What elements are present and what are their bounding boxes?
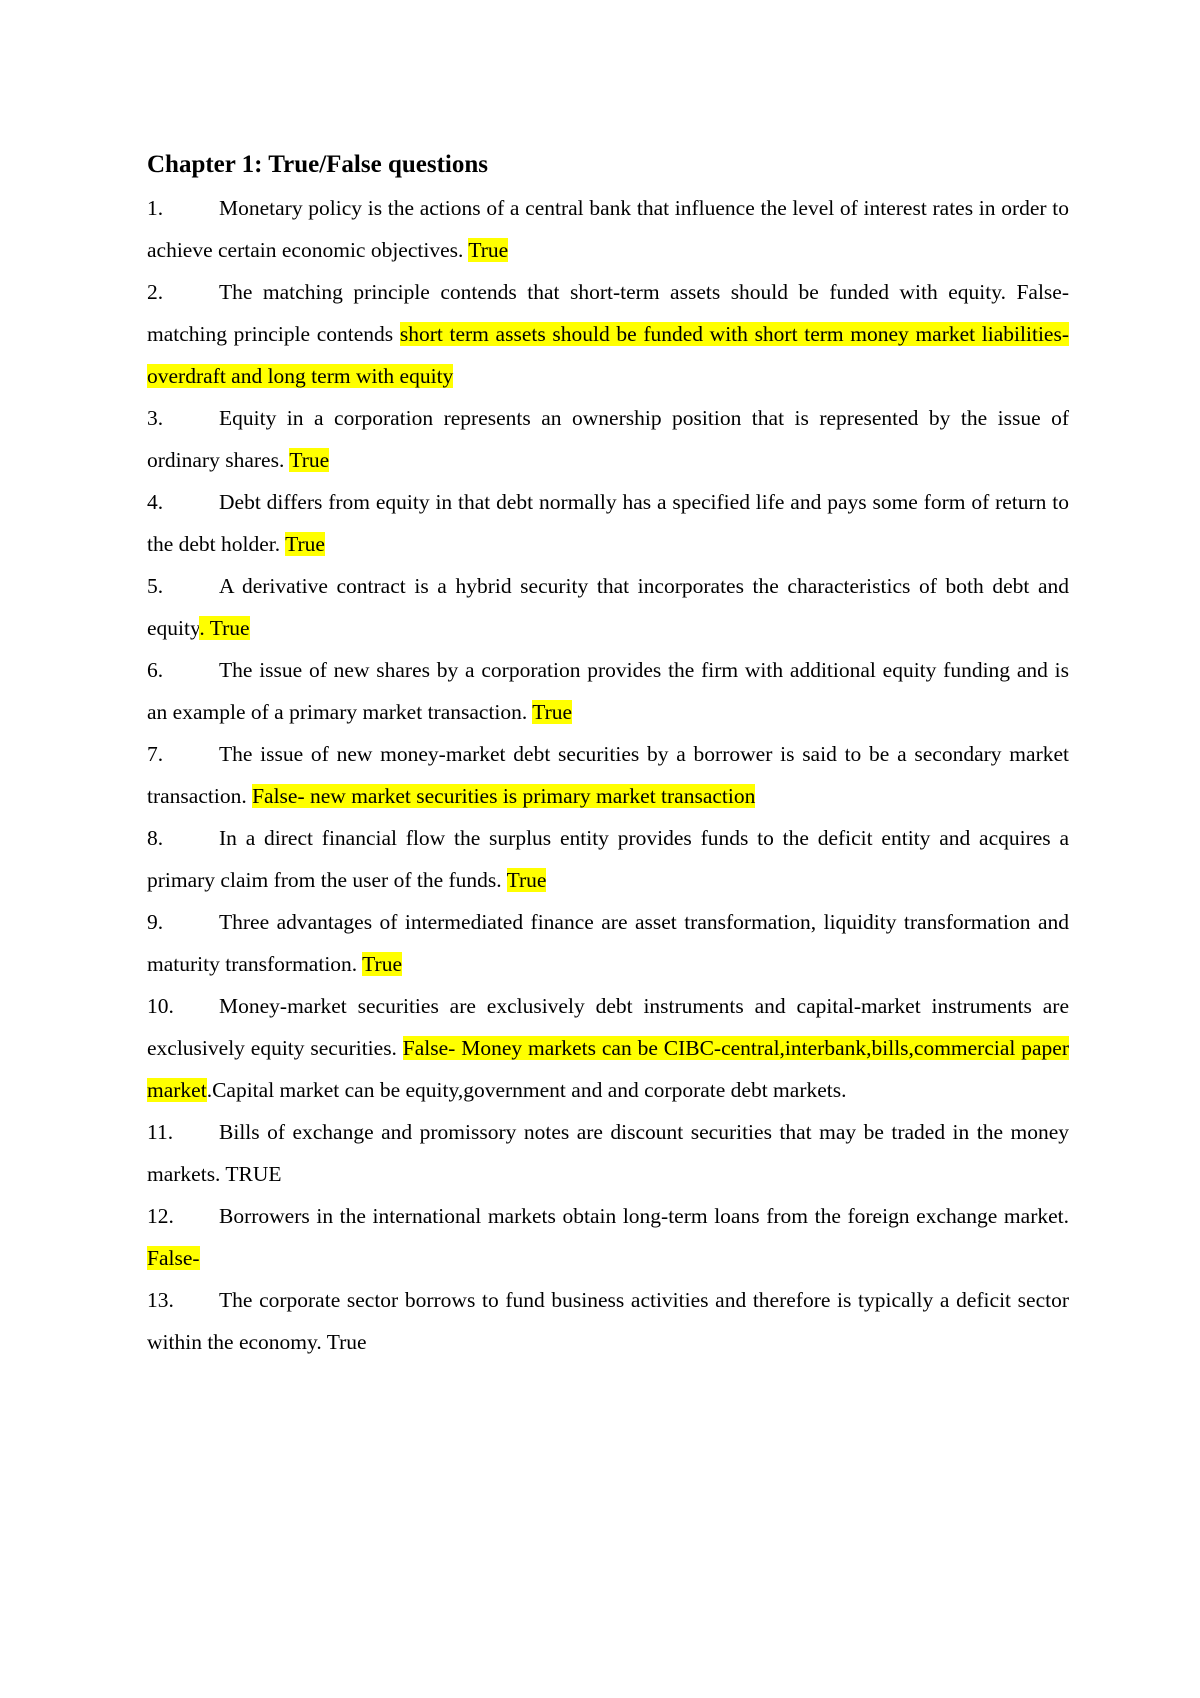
question-5 bbox=[147, 565, 1069, 649]
question-trailing-text: .Capital market can be equity,government and and corporate debt markets. bbox=[206, 1078, 847, 1102]
highlighted-answer: True bbox=[285, 532, 325, 556]
question-text: Three advantages of intermediated finance are asset transformation, liquidity transformation and maturity transformation. bbox=[147, 910, 1069, 976]
question-number: 5. bbox=[147, 574, 164, 598]
question-13 bbox=[147, 1279, 1069, 1363]
highlighted-answer: . True bbox=[199, 616, 250, 640]
question-2 bbox=[147, 271, 1069, 397]
question-9 bbox=[147, 901, 1069, 985]
highlighted-answer: False- bbox=[147, 1246, 200, 1270]
question-text: Bills of exchange and promissory notes are discount securities that may be traded in the money markets. TRUE bbox=[147, 1120, 1069, 1186]
highlighted-answer: short term assets should be funded with short term money market liabilities-overdraft and long term with equity bbox=[147, 322, 1069, 388]
highlighted-answer: True bbox=[362, 952, 403, 976]
question-number: 11. bbox=[147, 1120, 174, 1144]
highlighted-answer: True bbox=[289, 448, 330, 472]
question-number: 9. bbox=[147, 910, 164, 934]
question-text: A derivative contract is a hybrid security that incorporates the characteristics of both debt and equity bbox=[147, 574, 1069, 640]
question-12 bbox=[147, 1195, 1069, 1279]
question-text: The issue of new money-market debt securities by a borrower is said to be a secondary market transaction. bbox=[147, 742, 1069, 808]
highlighted-answer: True bbox=[532, 700, 573, 724]
question-text: Money-market securities are exclusively debt instruments and capital-market instruments are exclusively equity securities. bbox=[147, 994, 1069, 1060]
question-text: The issue of new shares by a corporation provides the firm with additional equity funding and is an example of a primary market transaction. bbox=[147, 658, 1069, 724]
question-10 bbox=[147, 985, 1069, 1111]
chapter-title: Chapter 1: True/False questions bbox=[147, 151, 488, 178]
question-8 bbox=[147, 817, 1069, 901]
question-text: Borrowers in the international markets obtain long-term loans from the foreign exchange market. bbox=[219, 1204, 1069, 1228]
highlighted-answer: False- new market securities is primary market transaction bbox=[252, 784, 756, 808]
question-1 bbox=[147, 187, 1069, 271]
question-11 bbox=[147, 1111, 1069, 1195]
question-number: 7. bbox=[147, 742, 164, 766]
question-text: Debt differs from equity in that debt normally has a specified life and pays some form of return to the debt holder. bbox=[147, 490, 1069, 556]
question-number: 3. bbox=[147, 406, 164, 430]
highlighted-answer: True bbox=[506, 868, 547, 892]
question-number: 12. bbox=[147, 1204, 174, 1228]
question-number: 4. bbox=[147, 490, 164, 514]
question-3 bbox=[147, 397, 1069, 481]
question-4 bbox=[147, 481, 1069, 565]
question-text: The matching principle contends that short-term assets should be funded with equity. False- matching principle contends bbox=[147, 280, 1069, 346]
question-text: Monetary policy is the actions of a central bank that influence the level of interest rates in order to achieve certain economic objectives. bbox=[147, 196, 1069, 262]
question-text: The corporate sector borrows to fund business activities and therefore is typically a deficit sector within the economy. True bbox=[147, 1288, 1069, 1354]
question-6 bbox=[147, 649, 1069, 733]
question-7 bbox=[147, 733, 1069, 817]
question-number: 1. bbox=[147, 196, 164, 220]
question-text: In a direct financial flow the surplus entity provides funds to the deficit entity and acquires a primary claim from the user of the funds. bbox=[147, 826, 1069, 892]
question-number: 8. bbox=[147, 826, 164, 850]
question-text: Equity in a corporation represents an ownership position that is represented by the issue of ordinary shares. bbox=[147, 406, 1069, 472]
question-number: 2. bbox=[147, 280, 164, 304]
question-number: 6. bbox=[147, 658, 164, 682]
question-number: 10. bbox=[147, 994, 174, 1018]
highlighted-answer: False- Money markets can be CIBC-central,interbank,bills,commercial paper market bbox=[147, 1036, 1069, 1102]
question-number: 13. bbox=[147, 1288, 174, 1312]
document-content bbox=[147, 145, 1069, 1363]
highlighted-answer: True bbox=[468, 238, 509, 262]
